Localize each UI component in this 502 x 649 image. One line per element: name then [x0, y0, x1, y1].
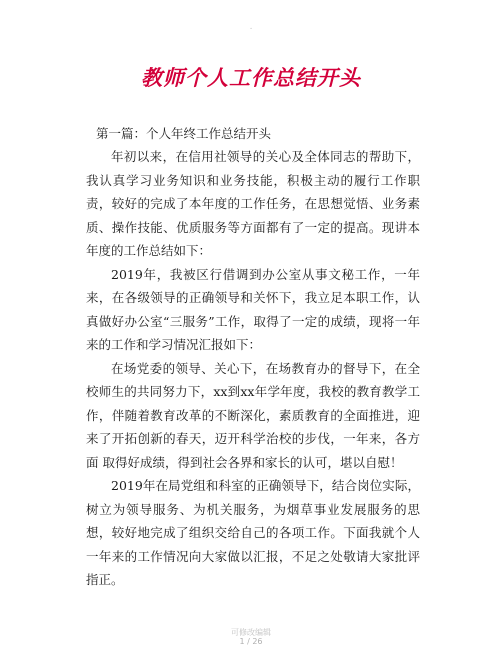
paragraph-2: 2019年，我被区行借调到办公室从事文秘工作，一年来，在各级领导的正确领导和关怀下，我立足本职工作，认真做好办公室“三服务”工作，取得了一定的成绩，现将一年来的工作和学习情况汇报如下：: [86, 266, 420, 352]
paragraph-1: 年初以来，在信用社领导的关心及全体同志的帮助下，我认真学习业务知识和业务技能，积极主动的履行工作职责，较好的完成了本年度的工作任务，在思想觉悟、业务素质、操作技能、优质服务等方面都有了一定的提高。现讲本年度的工作总结如下：: [86, 149, 420, 258]
top-mark: .: [249, 22, 253, 32]
document-body: [86, 145, 420, 592]
footer-watermark: 可修改编辑: [231, 628, 271, 637]
paragraph-4: 2019年在局党组和科室的正确领导下，结合岗位实际，树立为领导服务、为机关服务，为烟草事业发展服务的思想，较好地完成了组织交给自己的各项工作。下面我就个人一年来的工作情况向大家做以汇报，不足之处敬请大家批评指正。: [86, 478, 420, 587]
paragraph-3: 在场党委的领导、关心下，在场教育办的督导下，在全校师生的共同努力下，xx到xx年学年度，我校的教育教学工作，伴随着教育改革的不断深化，素质教育的全面推进，迎来了开拓创新的春天，迈开科学治校的步伐，一年来，各方面 取得好成绩，得到社会各界和家长的认可，堪以自慰！: [86, 360, 420, 470]
page-number: 1 / 26: [239, 637, 263, 646]
section-heading: 第一篇：个人年终工作总结开头: [96, 126, 272, 141]
document-title: 教师个人工作总结开头: [141, 65, 361, 90]
